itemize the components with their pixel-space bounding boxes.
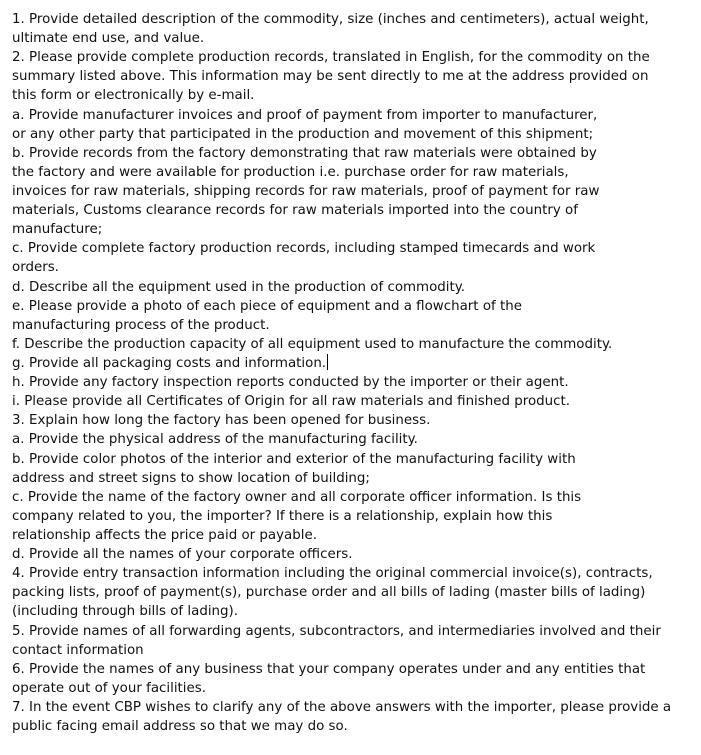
text-line: address and street signs to show location of building; [12, 470, 370, 486]
text-line: 7. In the event CBP wishes to clarify any of the above answers with the importer, please provide a [12, 699, 672, 715]
text-line: 4. Provide entry transaction information including the original commercial invoice(s), contracts, [12, 566, 653, 582]
text-line: the factory and were available for production i.e. purchase order for raw materials, [12, 164, 569, 180]
text-line: public facing email address so that we may do so. [12, 719, 348, 735]
text-line: materials, Customs clearance records for raw materials imported into the country of [12, 203, 578, 219]
text-line: or any other party that participated in the production and movement of this shipment; [12, 126, 594, 142]
text-line: ultimate end use, and value. [12, 31, 205, 47]
text-line: summary listed above. This information may be sent directly to me at the address provided on [12, 69, 649, 85]
text-line: orders. [12, 260, 59, 276]
text-line: a. Provide manufacturer invoices and proof of payment from importer to manufacturer, [12, 107, 598, 123]
text-line: contact information [12, 642, 144, 658]
text-line: 3. Explain how long the factory has been opened for business. [12, 413, 431, 429]
text-line: packing lists, proof of payment(s), purchase order and all bills of lading (master bills of lading) [12, 585, 646, 601]
text-line: 1. Provide detailed description of the commodity, size (inches and centimeters), actual weight, [12, 12, 649, 27]
text-line: 2. Please provide complete production records, translated in English, for the commodity on the [12, 50, 650, 66]
text-cursor [327, 354, 328, 370]
text-line: h. Provide any factory inspection reports conducted by the importer or their agent. [12, 375, 569, 391]
text-line: b. Provide color photos of the interior and exterior of the manufacturing facility with [12, 451, 576, 467]
text-line: 6. Provide the names of any business that your company operates under and any entities that [12, 661, 646, 677]
text-line: d. Describe all the equipment used in the production of commodity. [12, 279, 466, 295]
text-line: invoices for raw materials, shipping records for raw materials, proof of payment for raw [12, 183, 600, 199]
text-line: relationship affects the price paid or payable. [12, 527, 317, 543]
text-line: i. Please provide all Certificates of Origin for all raw materials and finished product. [12, 394, 570, 410]
document-body[interactable] [12, 10, 692, 736]
text-line: (including through bills of lading). [12, 604, 239, 620]
text-line: d. Provide all the names of your corporate officers. [12, 547, 353, 563]
text-line: manufacture; [12, 222, 103, 238]
text-line: company related to you, the importer? If there is a relationship, explain how this [12, 508, 553, 524]
text-line: 5. Provide names of all forwarding agents, subcontractors, and intermediaries involved and their [12, 623, 661, 639]
text-line: operate out of your facilities. [12, 680, 206, 696]
text-line: a. Provide the physical address of the manufacturing facility. [12, 432, 418, 448]
text-line: c. Provide complete factory production records, including stamped timecards and work [12, 241, 596, 257]
text-line: this form or electronically by e-mail. [12, 88, 255, 104]
text-line: f. Describe the production capacity of all equipment used to manufacture the commodity. [12, 336, 613, 352]
text-line: e. Please provide a photo of each piece of equipment and a flowchart of the [12, 298, 522, 314]
text-line-with-caret [12, 354, 692, 373]
text-line: manufacturing process of the product. [12, 317, 270, 333]
text-line: c. Provide the name of the factory owner and all corporate officer information. Is this [12, 489, 582, 505]
text-line: g. Provide all packaging costs and information. [12, 355, 327, 371]
text-line: b. Provide records from the factory demonstrating that raw materials were obtained by [12, 145, 597, 161]
